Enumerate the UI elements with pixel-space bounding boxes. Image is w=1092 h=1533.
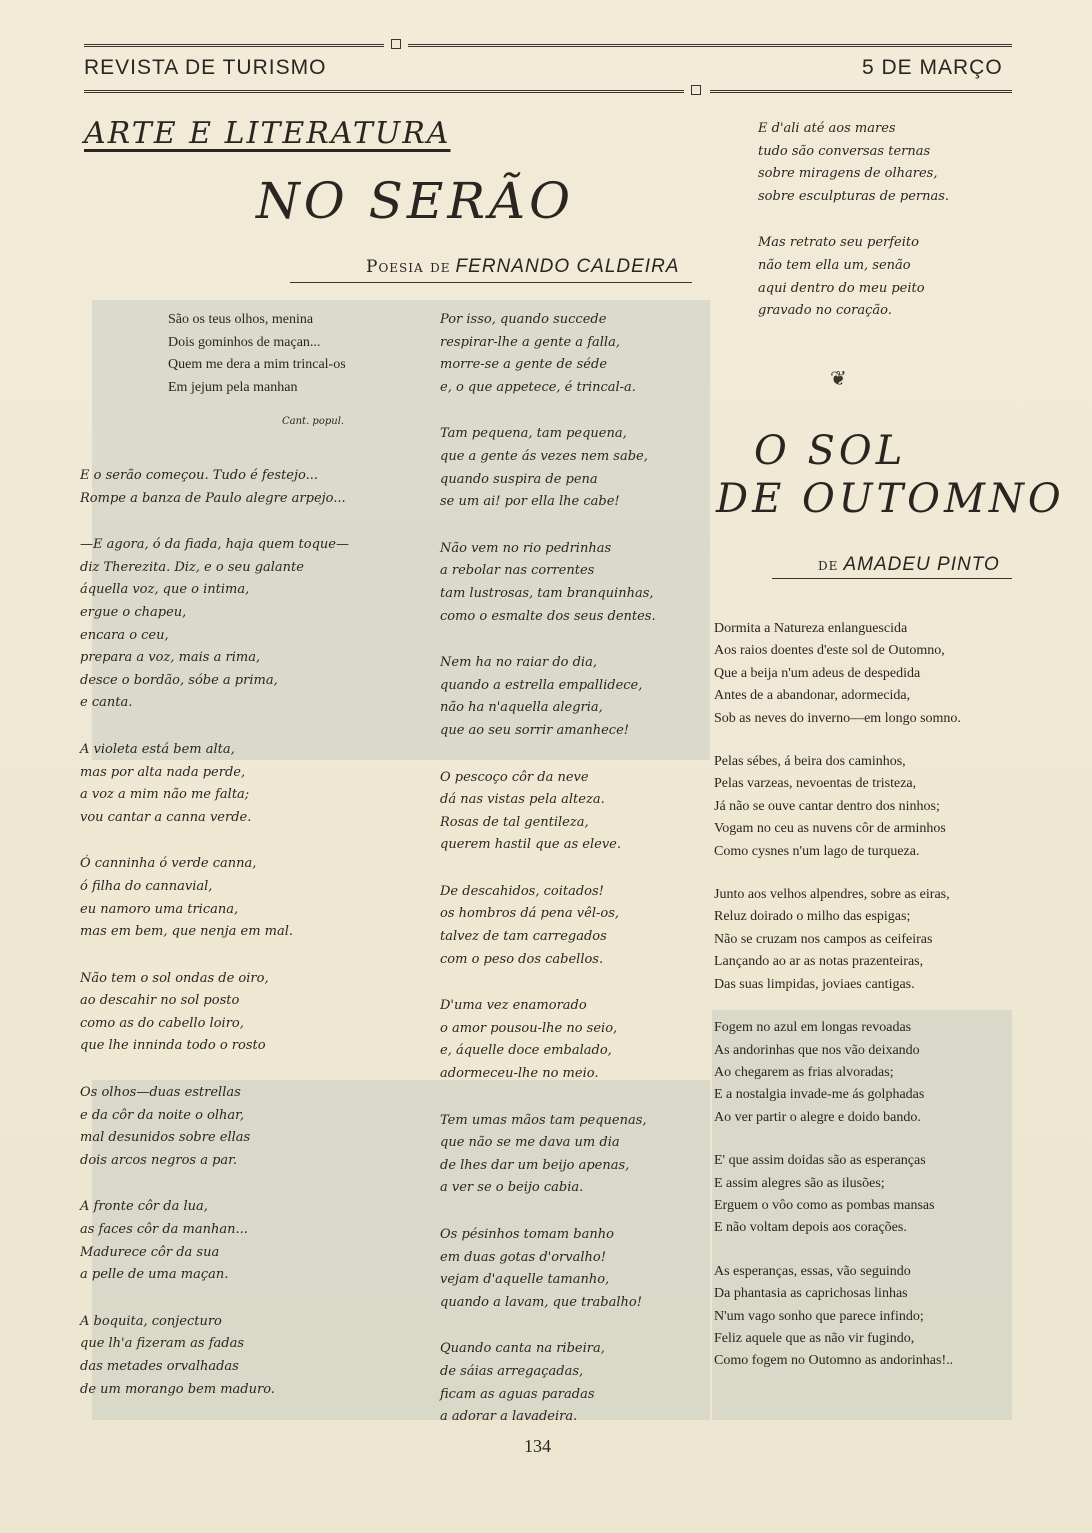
poem-line: Rosas de tal gentileza, — [440, 814, 589, 830]
stanza-gap — [440, 514, 656, 538]
poem-line: sobre esculpturas de pernas. — [758, 188, 950, 204]
poem-line: D'uma vez enamorado — [440, 998, 587, 1014]
poem-line: Não se cruzam nos campos as ceifeiras — [714, 931, 933, 947]
top-rule-right — [408, 44, 1012, 47]
poem-line: E assim alegres são as ilusões; — [714, 1175, 885, 1191]
poem-line: de um morango bem maduro. — [80, 1381, 275, 1397]
poem-line: a adorar a lavadeira. — [440, 1409, 578, 1425]
poem-line: a ver se o beijo cabia. — [440, 1180, 584, 1196]
poem-column-1 — [80, 465, 349, 1401]
byline-prefix: Poesia de — [366, 257, 451, 277]
poem-line: não tem ella um, senão — [758, 257, 911, 273]
masthead-rule-right — [710, 90, 1012, 93]
poem-line: E d'ali até aos mares — [758, 121, 896, 136]
poem-line: Madurece côr da sua — [80, 1244, 220, 1260]
stanza-gap — [714, 996, 961, 1017]
poem-line: quando a estrella empallidece, — [440, 677, 643, 693]
poem-line: N'um vago sonho que parece infindo; — [714, 1308, 924, 1324]
poem-line: Por isso, quando succede — [440, 312, 607, 327]
poem-line: eu namoro uma tricana, — [80, 901, 239, 917]
poem-line: prepara a voz, mais a rima, — [80, 650, 261, 666]
poem-line: Ao ver partir o alegre e doido bando. — [714, 1109, 921, 1125]
stanza-gap — [440, 1086, 656, 1110]
poem-line: querem hastil que as eleve. — [440, 837, 622, 853]
poem-line: desce o bordão, sóbe a prima, — [80, 672, 278, 688]
stanza-gap — [714, 1240, 961, 1261]
poem-line: quando suspira de pena — [440, 471, 598, 487]
poem-line: Ao chegarem as frias alvoradas; — [714, 1064, 894, 1080]
poem-line: aqui dentro do meu peito — [758, 280, 925, 296]
poem-line: Mas retrato seu perfeito — [758, 235, 919, 251]
poem-line: e, o que appetece, é trincal-a. — [440, 379, 636, 395]
poem-line: O pescoço côr da neve — [440, 769, 589, 785]
poem-line: que lhe inninda todo o rosto — [80, 1038, 266, 1054]
poem-line: As esperanças, essas, vão seguindo — [714, 1263, 911, 1279]
section-title: ARTE E LITERATURA — [84, 116, 451, 151]
poem-line: Fogem no azul em longas revoadas — [714, 1020, 912, 1036]
article2-byline — [818, 554, 1000, 576]
poem-line: De descahidos, coitados! — [440, 883, 604, 899]
poem-line: Não tem o sol ondas de oiro, — [80, 970, 269, 986]
poem-line: a pelle de uma maçan. — [80, 1267, 229, 1283]
poem-line: Ó canninha ó verde canna, — [80, 856, 257, 872]
article2-title-line1: O SOL — [754, 428, 907, 474]
poem-line: adormeceu-lhe no meio. — [440, 1066, 599, 1082]
byline2-rule — [772, 578, 1012, 579]
poem-line: E o serão começou. Tudo é festejo... — [80, 468, 319, 483]
byline2-prefix: de — [818, 555, 839, 575]
poem-line: não ha n'aquella alegria, — [440, 700, 603, 716]
poem-line: Aos raios doentes d'este sol de Outomno, — [714, 643, 945, 659]
poem-line: Quando canta na ribeira, — [440, 1341, 605, 1357]
masthead-date: 5 DE MARÇO — [862, 56, 1003, 79]
stanza-gap — [440, 743, 656, 767]
poem-line: A fronte côr da lua, — [80, 1199, 208, 1215]
poem-line: Antes de a abandonar, adormecida, — [714, 688, 911, 704]
stanza-gap — [758, 208, 949, 232]
poem-line: ó filha do cannavial, — [80, 878, 213, 894]
poem-line: dá nas vistas pela alteza. — [440, 792, 605, 808]
poem-line: Sob as neves do inverno—em longo somno. — [714, 710, 961, 726]
poem-line: tam lustrosas, tam branquinhas, — [440, 585, 654, 601]
poem-line: E a nostalgia invade-me ás golphadas — [714, 1087, 925, 1103]
stanza-gap — [80, 1172, 349, 1196]
poem-line: como as do cabello loiro, — [80, 1015, 244, 1031]
stanza-gap — [440, 971, 656, 995]
poem-line: mas em bem, que nenja em mal. — [80, 924, 294, 940]
poem-line: que não se me dava um dia — [440, 1135, 620, 1151]
poem-line: Os olhos—duas estrellas — [80, 1085, 241, 1101]
top-rule-left — [84, 44, 384, 47]
stanza-gap — [714, 1129, 961, 1150]
stanza-gap — [714, 730, 961, 751]
poem-line: Os pésinhos tomam banho — [440, 1227, 614, 1242]
poem-line: ergue o chapeu, — [80, 604, 187, 620]
poem-column-3 — [758, 118, 949, 323]
poem-line: a rebolar nas correntes — [440, 563, 595, 579]
poem-line: os hombros dá pena vêl-os, — [440, 906, 620, 922]
poem-line: com o peso dos cabellos. — [440, 951, 604, 967]
top-rule-ornament — [391, 39, 401, 49]
stanza-gap — [80, 944, 349, 968]
poem-line: e, áquelle doce embalado, — [440, 1043, 612, 1059]
poem-line: Junto aos velhos alpendres, sobre as eiras, — [714, 887, 950, 903]
article2-title-line2: DE OUTOMNO — [716, 476, 1065, 522]
poem-line: Reluz doirado o milho das espigas; — [714, 909, 911, 925]
epigraph — [168, 309, 346, 399]
stanza-gap — [440, 399, 656, 423]
poem-line: que ao seu sorrir amanhece! — [440, 722, 629, 738]
poem-line: As andorinhas que nos vão deixando — [714, 1042, 920, 1058]
stanza-gap — [440, 857, 656, 881]
poem-column-2 — [440, 309, 656, 1429]
stanza-gap — [440, 628, 656, 652]
poem-line: Erguem o vôo como as pombas mansas — [714, 1197, 935, 1213]
masthead-title: REVISTA DE TURISMO — [84, 56, 327, 79]
byline-rule — [290, 282, 692, 283]
poem-line: de lhes dar um beijo apenas, — [440, 1157, 630, 1173]
poem-line: encara o ceu, — [80, 627, 169, 643]
poem-line: em duas gotas d'orvalho! — [440, 1249, 606, 1265]
poem-line: e canta. — [80, 695, 133, 711]
poem-line: se um ai! por ella lhe cabe! — [440, 494, 620, 510]
poem-line: A boquita, conjecturo — [80, 1313, 222, 1329]
poem-line: quando a lavam, que trabalho! — [440, 1294, 642, 1310]
poem-line: como o esmalte dos seus dentes. — [440, 608, 656, 624]
epigraph-line: Em jejum pela manhan — [168, 379, 298, 395]
poem-line: ficam as aguas paradas — [440, 1386, 595, 1402]
poem2-column — [714, 618, 961, 1373]
article-title: NO SERÃO — [256, 172, 575, 230]
poem-line: Como fogem no Outomno as andorinhas!.. — [714, 1353, 954, 1369]
poem-line: das metades orvalhadas — [80, 1359, 239, 1374]
stanza-gap — [80, 1058, 349, 1082]
poem-line: mal desunidos sobre ellas — [80, 1130, 251, 1146]
poem-line: mas por alta nada perde, — [80, 764, 246, 780]
poem-line: diz Therezita. Diz, e o seu galante — [80, 559, 304, 575]
epigraph-line: São os teus olhos, menina — [168, 312, 314, 327]
poem-line: vou cantar a canna verde. — [80, 809, 252, 825]
poem-line: áquella voz, que o intima, — [80, 582, 250, 598]
poem-line: Feliz aquele que as não vir fugindo, — [714, 1330, 915, 1346]
poem-line: talvez de tam carregados — [440, 929, 607, 945]
byline-author: FERNANDO CALDEIRA — [455, 256, 680, 277]
poem-line: Dormita a Natureza enlanguescida — [714, 621, 908, 636]
poem-line: respirar-lhe a gente a falla, — [440, 334, 620, 350]
poem-line: que lh'a fizeram as fadas — [80, 1336, 245, 1352]
poem-line: a voz a mim não me falta; — [80, 787, 250, 803]
flourish-ornament: ❦ — [830, 366, 847, 390]
poem-line: Das suas limpidas, joviaes cantigas. — [714, 976, 915, 992]
poem-line: Pelas sébes, á beira dos caminhos, — [714, 754, 906, 770]
stanza-gap — [440, 1200, 656, 1224]
poem-line: de sáias arregaçadas, — [440, 1363, 584, 1379]
poem-line: ao descahir no sol posto — [80, 993, 240, 1009]
article-byline — [366, 256, 679, 278]
poem-line: A violeta está bem alta, — [80, 741, 235, 757]
stanza-gap — [80, 715, 349, 739]
poem-line: que a gente ás vezes nem sabe, — [440, 448, 648, 464]
poem-line: Rompe a banza de Paulo alegre arpejo... — [80, 490, 346, 506]
poem-line: E' que assim doidas são as esperanças — [714, 1153, 926, 1169]
poem-line: as faces côr da manhan... — [80, 1222, 248, 1238]
stanza-gap — [714, 863, 961, 884]
poem-line: Nem ha no raiar do dia, — [440, 655, 597, 671]
poem-line: Da phantasia as caprichosas linhas — [714, 1286, 908, 1302]
poem-line: Tam pequena, tam pequena, — [440, 426, 627, 442]
poem-line: Vogam no ceu as nuvens côr de arminhos — [714, 821, 946, 837]
poem-line: Como cysnes n'um lago de turqueza. — [714, 843, 920, 859]
poem-line: Tem umas mãos tam pequenas, — [440, 1112, 647, 1128]
stanza-gap — [440, 1314, 656, 1338]
poem-line: sobre miragens de olhares, — [758, 166, 938, 182]
poem-line: dois arcos negros a par. — [80, 1152, 238, 1168]
poem-line: tudo são conversas ternas — [758, 143, 931, 159]
stanza-gap — [80, 829, 349, 853]
epigraph-line: Dois gominhos de maçan... — [168, 334, 321, 350]
poem-line: E não voltam depois aos corações. — [714, 1220, 907, 1236]
poem-line: e da côr da noite o olhar, — [80, 1107, 245, 1123]
epigraph-line: Quem me dera a mim trincal-os — [168, 357, 346, 372]
stanza-gap — [80, 510, 349, 534]
poem-line: Não vem no rio pedrinhas — [440, 540, 612, 556]
byline2-author: AMADEU PINTO — [843, 554, 1000, 575]
poem-line: Que a beija n'um adeus de despedida — [714, 665, 921, 681]
poem-line: Lançando ao ar as notas prazenteiras, — [714, 954, 924, 970]
poem-line: Já não se ouve cantar dentro dos ninhos; — [714, 798, 940, 814]
poem-line: morre-se a gente de séde — [440, 357, 608, 373]
page-number: 134 — [524, 1436, 551, 1456]
epigraph-source: Cant. popul. — [282, 416, 345, 427]
masthead-rule-left — [84, 90, 684, 93]
poem-line: —E agora, ó da fiada, haja quem toque— — [80, 537, 349, 553]
poem-line: vejam d'aquelle tamanho, — [440, 1272, 610, 1288]
poem-line: o amor pousou-lhe no seio, — [440, 1020, 618, 1036]
poem-line: Pelas varzeas, nevoentas de tristeza, — [714, 776, 917, 792]
stanza-gap — [80, 1287, 349, 1311]
masthead-rule-ornament — [691, 85, 701, 95]
poem-line: gravado no coração. — [758, 303, 892, 319]
